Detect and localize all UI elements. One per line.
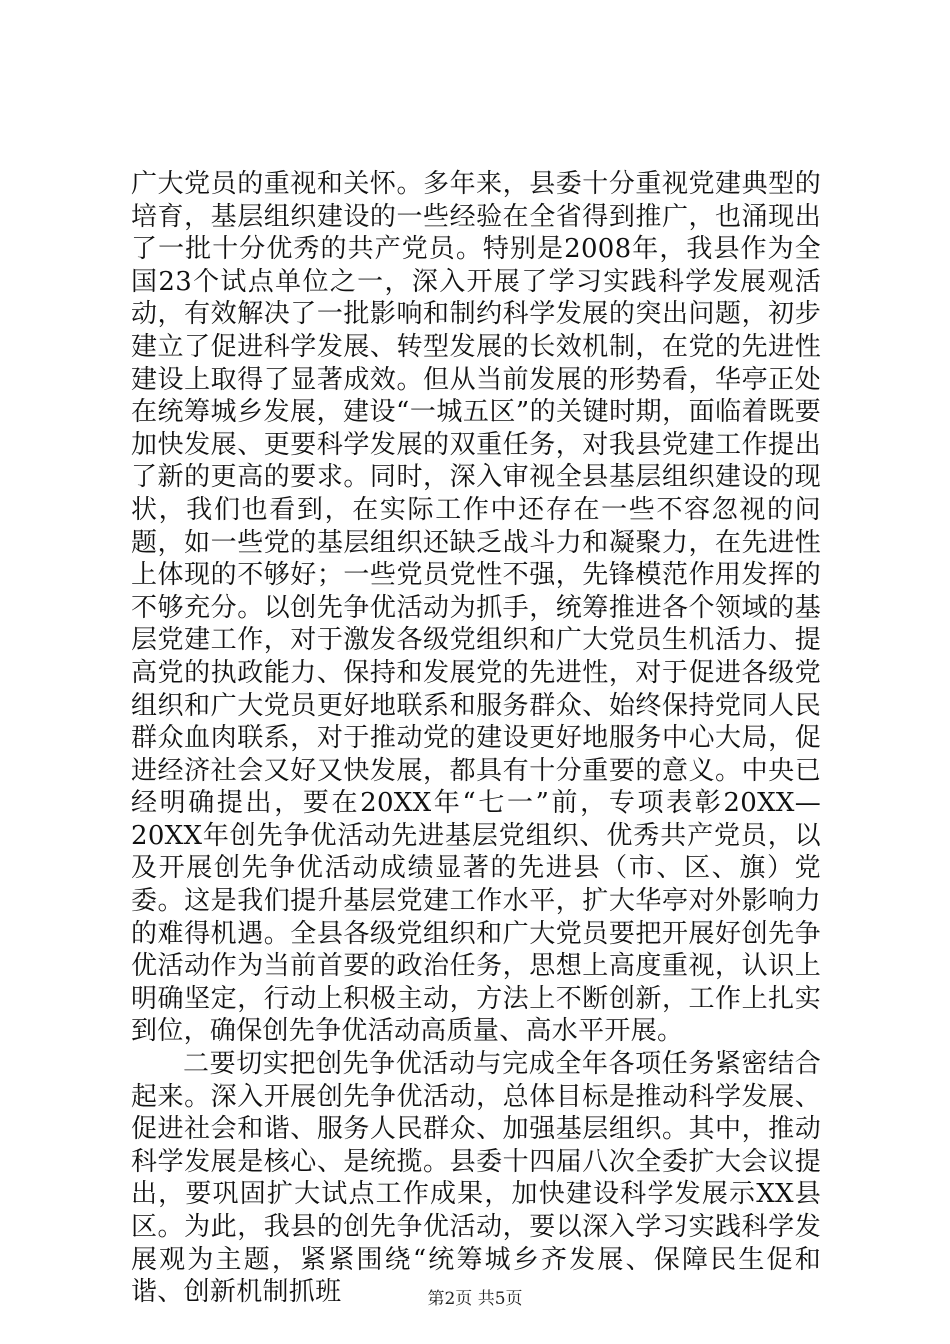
paragraph-2: 二要切实把创先争优活动与完成全年各项任务紧密结合起来。深入开展创先争优活动，总体目标是推动科学发展、促进社会和谐、服务人民群众、加强基层组织。其中，推动科学发展是核心、是统揽。县委十四届八次全委扩大会议提出，要巩固扩大试点工作成果，加快建设科学发展示XX县区。为此，我县的创先争优活动，要以深入学习实践科学发展观为主题，紧紧围绕“统筹城乡齐发展、保障民生促和谐、创新机制抓班 [131,1049,821,1308]
page-number-footer: 第2页 共5页 [427,1289,523,1309]
document-body [131,168,821,1309]
paragraph-1: 广大党员的重视和关怀。多年来，县委十分重视党建典型的培育，基层组织建设的一些经验在全省得到推广，也涌现出了一批十分优秀的共产党员。特别是2008年，我县作为全国23个试点单位之一，深入开展了学习实践科学发展观活动，有效解决了一批影响和制约科学发展的突出问题，初步建立了促进科学发展、转型发展的长效机制，在党的先进性建设上取得了显著成效。但从当前发展的形势看，华亭正处在统筹城乡发展，建设“一城五区”的关键时期，面临着既要加快发展、更要科学发展的双重任务，对我县党建工作提出了新的更高的要求。同时，深入审视全县基层组织建设的现状，我们也看到，在实际工作中还存在一些不容忽视的问题，如一些党的基层组织还缺乏战斗力和凝聚力，在先进性上体现的不够好；一些党员党性不强，先锋模范作用发挥的不够充分。以创先争优活动为抓手，统筹推进各个领域的基层党建工作，对于激发各级党组织和广大党员生机活力、提高党的执政能力、保持和发展党的先进性，对于促进各级党组织和广大党员更好地联系和服务群众、始终保持党同人民群众血肉联系，对于推动党的建设更好地服务中心大局，促进经济社会又好又快发展，都具有十分重要的意义。中央已经明确提出，要在20XX年“七一”前，专项表彰20XX—20XX年创先争优活动先进基层党组织、优秀共产党员，以及开展创先争优活动成绩显著的先进县（市、区、旗）党委。这是我们提升基层党建工作水平，扩大华亭对外影响力的难得机遇。全县各级党组织和广大党员要把开展好创先争优活动作为当前首要的政治任务，思想上高度重视，认识上明确坚定，行动上积极主动，方法上不断创新，工作上扎实到位，确保创先争优活动高质量、高水平开展。 [131,169,821,1047]
